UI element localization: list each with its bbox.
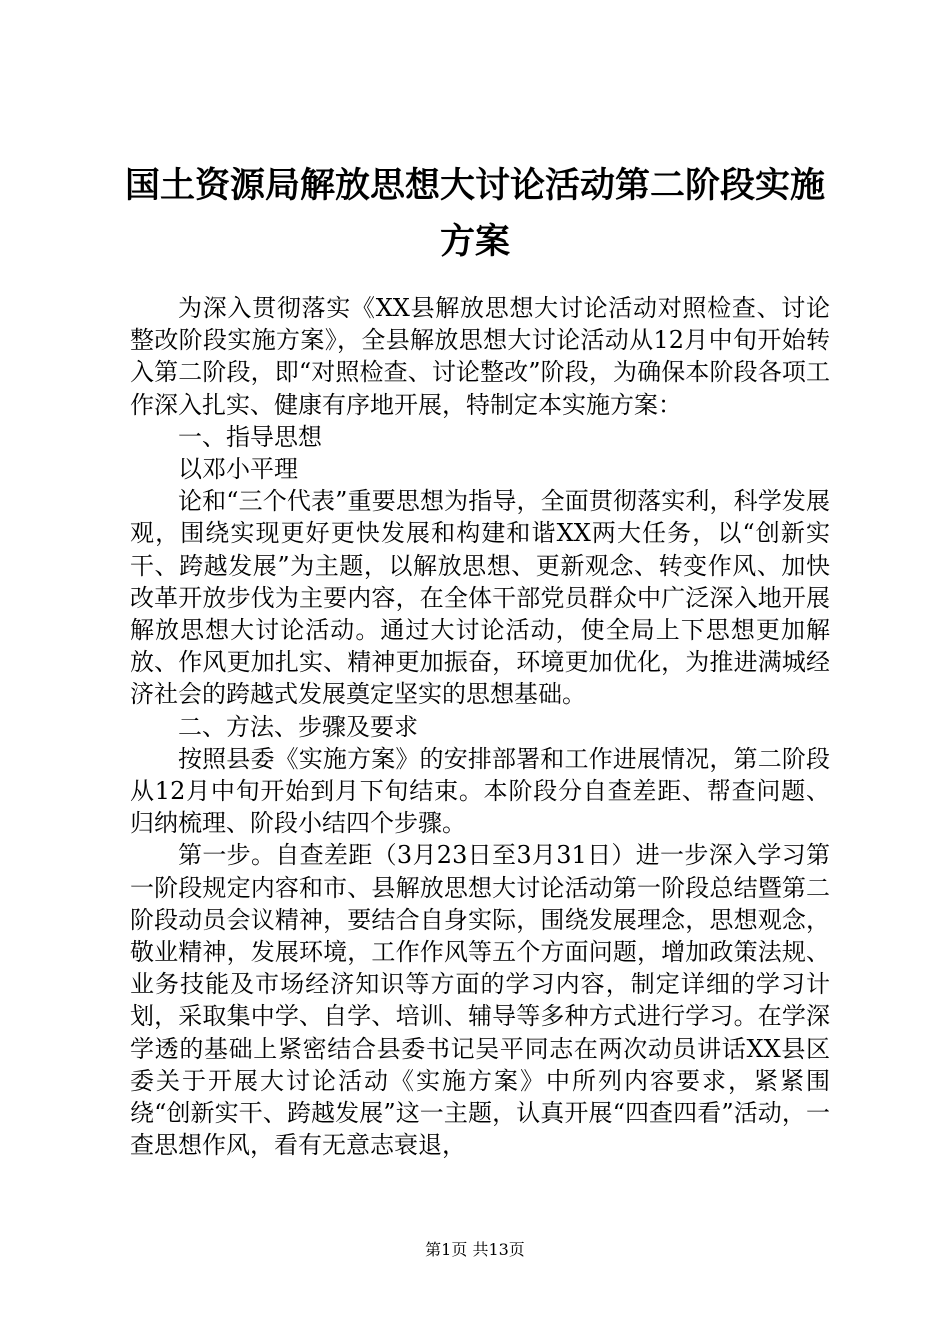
paragraph-intro: 为深入贯彻落实《XX县解放思想大讨论活动对照检查、讨论整改阶段实施方案》，全县解放思想大讨论活动从12月中旬开始转入第二阶段，即“对照检查、讨论整改”阶段，为确保本阶段各项工作深入扎实、健康有序地开展，特制定本实施方案： (130, 294, 830, 419)
paragraph-guiding-ideology: 论和“三个代表”重要思想为指导，全面贯彻落实利，科学发展观，围绕实现更好更快发展和构建和谐XX两大任务，以“创新实干、跨越发展”为主题，以解放思想、更新观念、转变作风、加快改革开放步伐为主要内容，在全体干部党员群众中广泛深入地开展解放思想大讨论活动。通过大讨论活动，使全局上下思想更加解放、作风更加扎实、精神更加振奋，环境更加优化，为推进满城经济社会的跨越式发展奠定坚实的思想基础。 (130, 487, 830, 709)
document-title: 国土资源局解放思想大讨论活动第二阶段实施方案 (124, 165, 825, 262)
page-footer: 第1页 共13页 (425, 1240, 525, 1259)
heading-methods-steps: 二、方法、步骤及要求 (178, 712, 418, 741)
paragraph-fragment: 以邓小平理 (178, 455, 298, 484)
heading-guiding-ideology: 一、指导思想 (178, 422, 322, 451)
document-body (130, 292, 830, 1161)
paragraph-step-one: 第一步。自查差距（3月23日至3月31日）进一步深入学习第一阶段规定内容和市、县解放思想大讨论活动第一阶段总结暨第二阶段动员会议精神，要结合自身实际，围绕发展理念，思想观念，敬业精神，发展环境，工作作风等五个方面问题，增加政策法规、业务技能及市场经济知识等方面的学习内容，制定详细的学习计划，采取集中学、自学、培训、辅导等多种方式进行学习。在学深学透的基础上紧密结合县委书记吴平同志在两次动员讲话XX县区委关于开展大讨论活动《实施方案》中所列内容要求，紧紧围绕“创新实干、跨越发展”这一主题，认真开展“四查四看”活动，一查思想作风，看有无意志衰退， (130, 841, 830, 1160)
paragraph-schedule: 按照县委《实施方案》的安排部署和工作进展情况，第二阶段从12月中旬开始到月下旬结束。本阶段分自查差距、帮查问题、归纳梳理、阶段小结四个步骤。 (130, 744, 830, 838)
